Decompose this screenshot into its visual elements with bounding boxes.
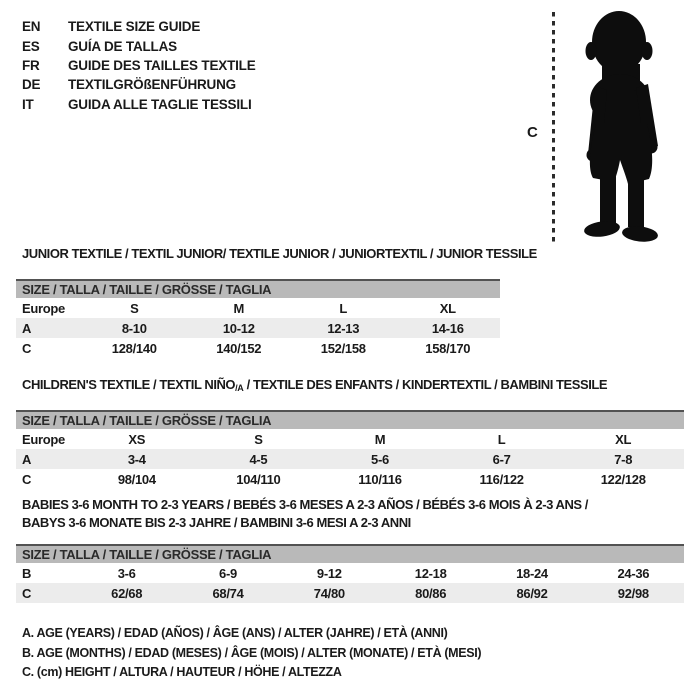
language-row-it	[22, 95, 256, 114]
height-cell: 104/110	[236, 471, 281, 487]
language-title: TEXTILE SIZE GUIDE	[68, 19, 201, 35]
size-cell: XL	[615, 431, 632, 447]
size-cell: M	[233, 300, 245, 316]
height-measure-line	[552, 12, 555, 243]
age-cell: 4-5	[249, 451, 268, 467]
language-title-list	[22, 17, 256, 114]
legend-line-height: C. (cm) HEIGHT / ALTURA / HAUTEUR / HÖHE / ALTEZZA	[22, 665, 342, 679]
size-cell: XS	[128, 431, 146, 447]
row-label: C	[22, 471, 32, 487]
age-cell: 3-4	[127, 451, 146, 467]
age-cell: 6-9	[219, 565, 237, 581]
age-cell: 24-36	[617, 565, 650, 581]
size-header-row: SIZE / TALLA / TAILLE / GRÖSSE / TAGLIA	[16, 279, 500, 298]
title-line-2: BABYS 3-6 MONATE BIS 2-3 JAHRE / BAMBINI 3-6 MESI A 2-3 ANNI	[22, 514, 411, 530]
size-header-row: SIZE / TALLA / TAILLE / GRÖSSE / TAGLIA	[16, 544, 684, 563]
age-cell: 8-10	[121, 320, 147, 336]
size-cell: M	[374, 431, 386, 447]
table-row-height	[16, 338, 500, 358]
junior-textile-section	[16, 246, 537, 358]
height-cell: 80/86	[415, 585, 447, 601]
height-cell: 122/128	[600, 471, 646, 487]
table-row-age	[16, 449, 684, 469]
row-label: Europe	[22, 300, 65, 316]
language-row-de	[22, 75, 256, 94]
babies-textile-section	[16, 496, 684, 603]
height-cell: 62/68	[111, 585, 143, 601]
age-cell: 12-18	[414, 565, 447, 581]
age-cell: 10-12	[222, 320, 255, 336]
legend-line-age-months: B. AGE (MONTHS) / EDAD (MESES) / ÂGE (MOIS) / ALTER (MONATE) / ETÀ (MESI)	[22, 645, 482, 660]
row-label: A	[22, 320, 32, 336]
row-label: A	[22, 451, 32, 467]
childrens-size-table	[16, 410, 684, 489]
language-row-fr	[22, 56, 256, 75]
junior-textile-title: JUNIOR TEXTILE / TEXTIL JUNIOR/ TEXTILE JUNIOR / JUNIORTEXTIL / JUNIOR TESSILE	[22, 246, 537, 261]
size-cell: S	[130, 300, 139, 316]
height-cell: 86/92	[516, 585, 548, 601]
legend	[22, 624, 481, 683]
table-row-europe	[16, 429, 684, 449]
language-title: GUIDA ALLE TAGLIE TESSILI	[68, 96, 252, 112]
row-label: C	[22, 585, 32, 601]
row-label: C	[22, 340, 32, 356]
table-row-europe	[16, 298, 500, 318]
height-cell: 158/170	[425, 340, 471, 356]
junior-size-table	[16, 279, 500, 358]
size-cell: S	[254, 431, 263, 447]
size-header-row: SIZE / TALLA / TAILLE / GRÖSSE / TAGLIA	[16, 410, 684, 429]
title-line-1: BABIES 3-6 MONTH TO 2-3 YEARS / BEBÉS 3-6 MESES A 2-3 AÑOS / BÉBÉS 3-6 MOIS À 2-3 ANS /	[22, 497, 588, 512]
table-row-age-months	[16, 563, 684, 583]
language-code: DE	[22, 77, 41, 93]
age-cell: 3-6	[117, 565, 136, 581]
language-code: FR	[22, 57, 40, 73]
language-title: TEXTILGRÖßENFÜHRUNG	[68, 77, 236, 93]
height-cell: 74/80	[313, 585, 345, 601]
table-row-age	[16, 318, 500, 338]
size-cell: L	[497, 431, 506, 447]
toddler-silhouette-icon	[562, 8, 674, 246]
childrens-textile-title	[16, 377, 684, 396]
age-cell: 7-8	[614, 451, 633, 467]
legend-line-age-years: A. AGE (YEARS) / EDAD (AÑOS) / ÂGE (ANS) / ALTER (JAHRE) / ETÀ (ANNI)	[22, 626, 448, 640]
language-code: ES	[22, 38, 40, 54]
size-cell: XL	[439, 300, 456, 316]
language-code: IT	[22, 96, 34, 112]
age-cell: 12-13	[327, 320, 360, 336]
language-title: GUIDE DES TAILLES TEXTILE	[68, 57, 256, 73]
age-cell: 18-24	[516, 565, 548, 581]
height-cell: 68/74	[212, 585, 244, 601]
height-cell: 152/158	[320, 340, 366, 356]
babies-textile-title	[16, 496, 684, 531]
height-cell: 116/122	[479, 471, 524, 487]
age-cell: 14-16	[431, 320, 464, 336]
height-cell: 98/104	[117, 471, 156, 487]
size-cell: L	[339, 300, 348, 316]
table-row-height	[16, 583, 684, 603]
age-cell: 5-6	[371, 451, 389, 467]
height-cell: 110/116	[358, 471, 402, 487]
age-cell: 6-7	[492, 451, 511, 467]
title-subscript: /A	[235, 383, 244, 393]
table-row-height	[16, 469, 684, 489]
babies-size-table	[16, 544, 684, 603]
language-title: GUÍA DE TALLAS	[68, 38, 177, 54]
height-measure-label: C	[527, 124, 538, 141]
height-cell: 140/152	[216, 340, 262, 356]
childrens-textile-section	[16, 377, 684, 489]
height-cell: 128/140	[111, 340, 157, 356]
title-text: CHILDREN'S TEXTILE / TEXTIL NIÑO	[22, 377, 236, 392]
title-text: / TEXTILE DES ENFANTS / KINDERTEXTIL / BAMBINI TESSILE	[243, 377, 608, 392]
age-cell: 9-12	[316, 565, 342, 581]
height-cell: 92/98	[617, 585, 649, 601]
row-label: B	[22, 565, 32, 581]
language-row-en	[22, 17, 256, 36]
row-label: Europe	[22, 431, 65, 447]
language-code: EN	[22, 19, 41, 35]
language-row-es	[22, 36, 256, 55]
